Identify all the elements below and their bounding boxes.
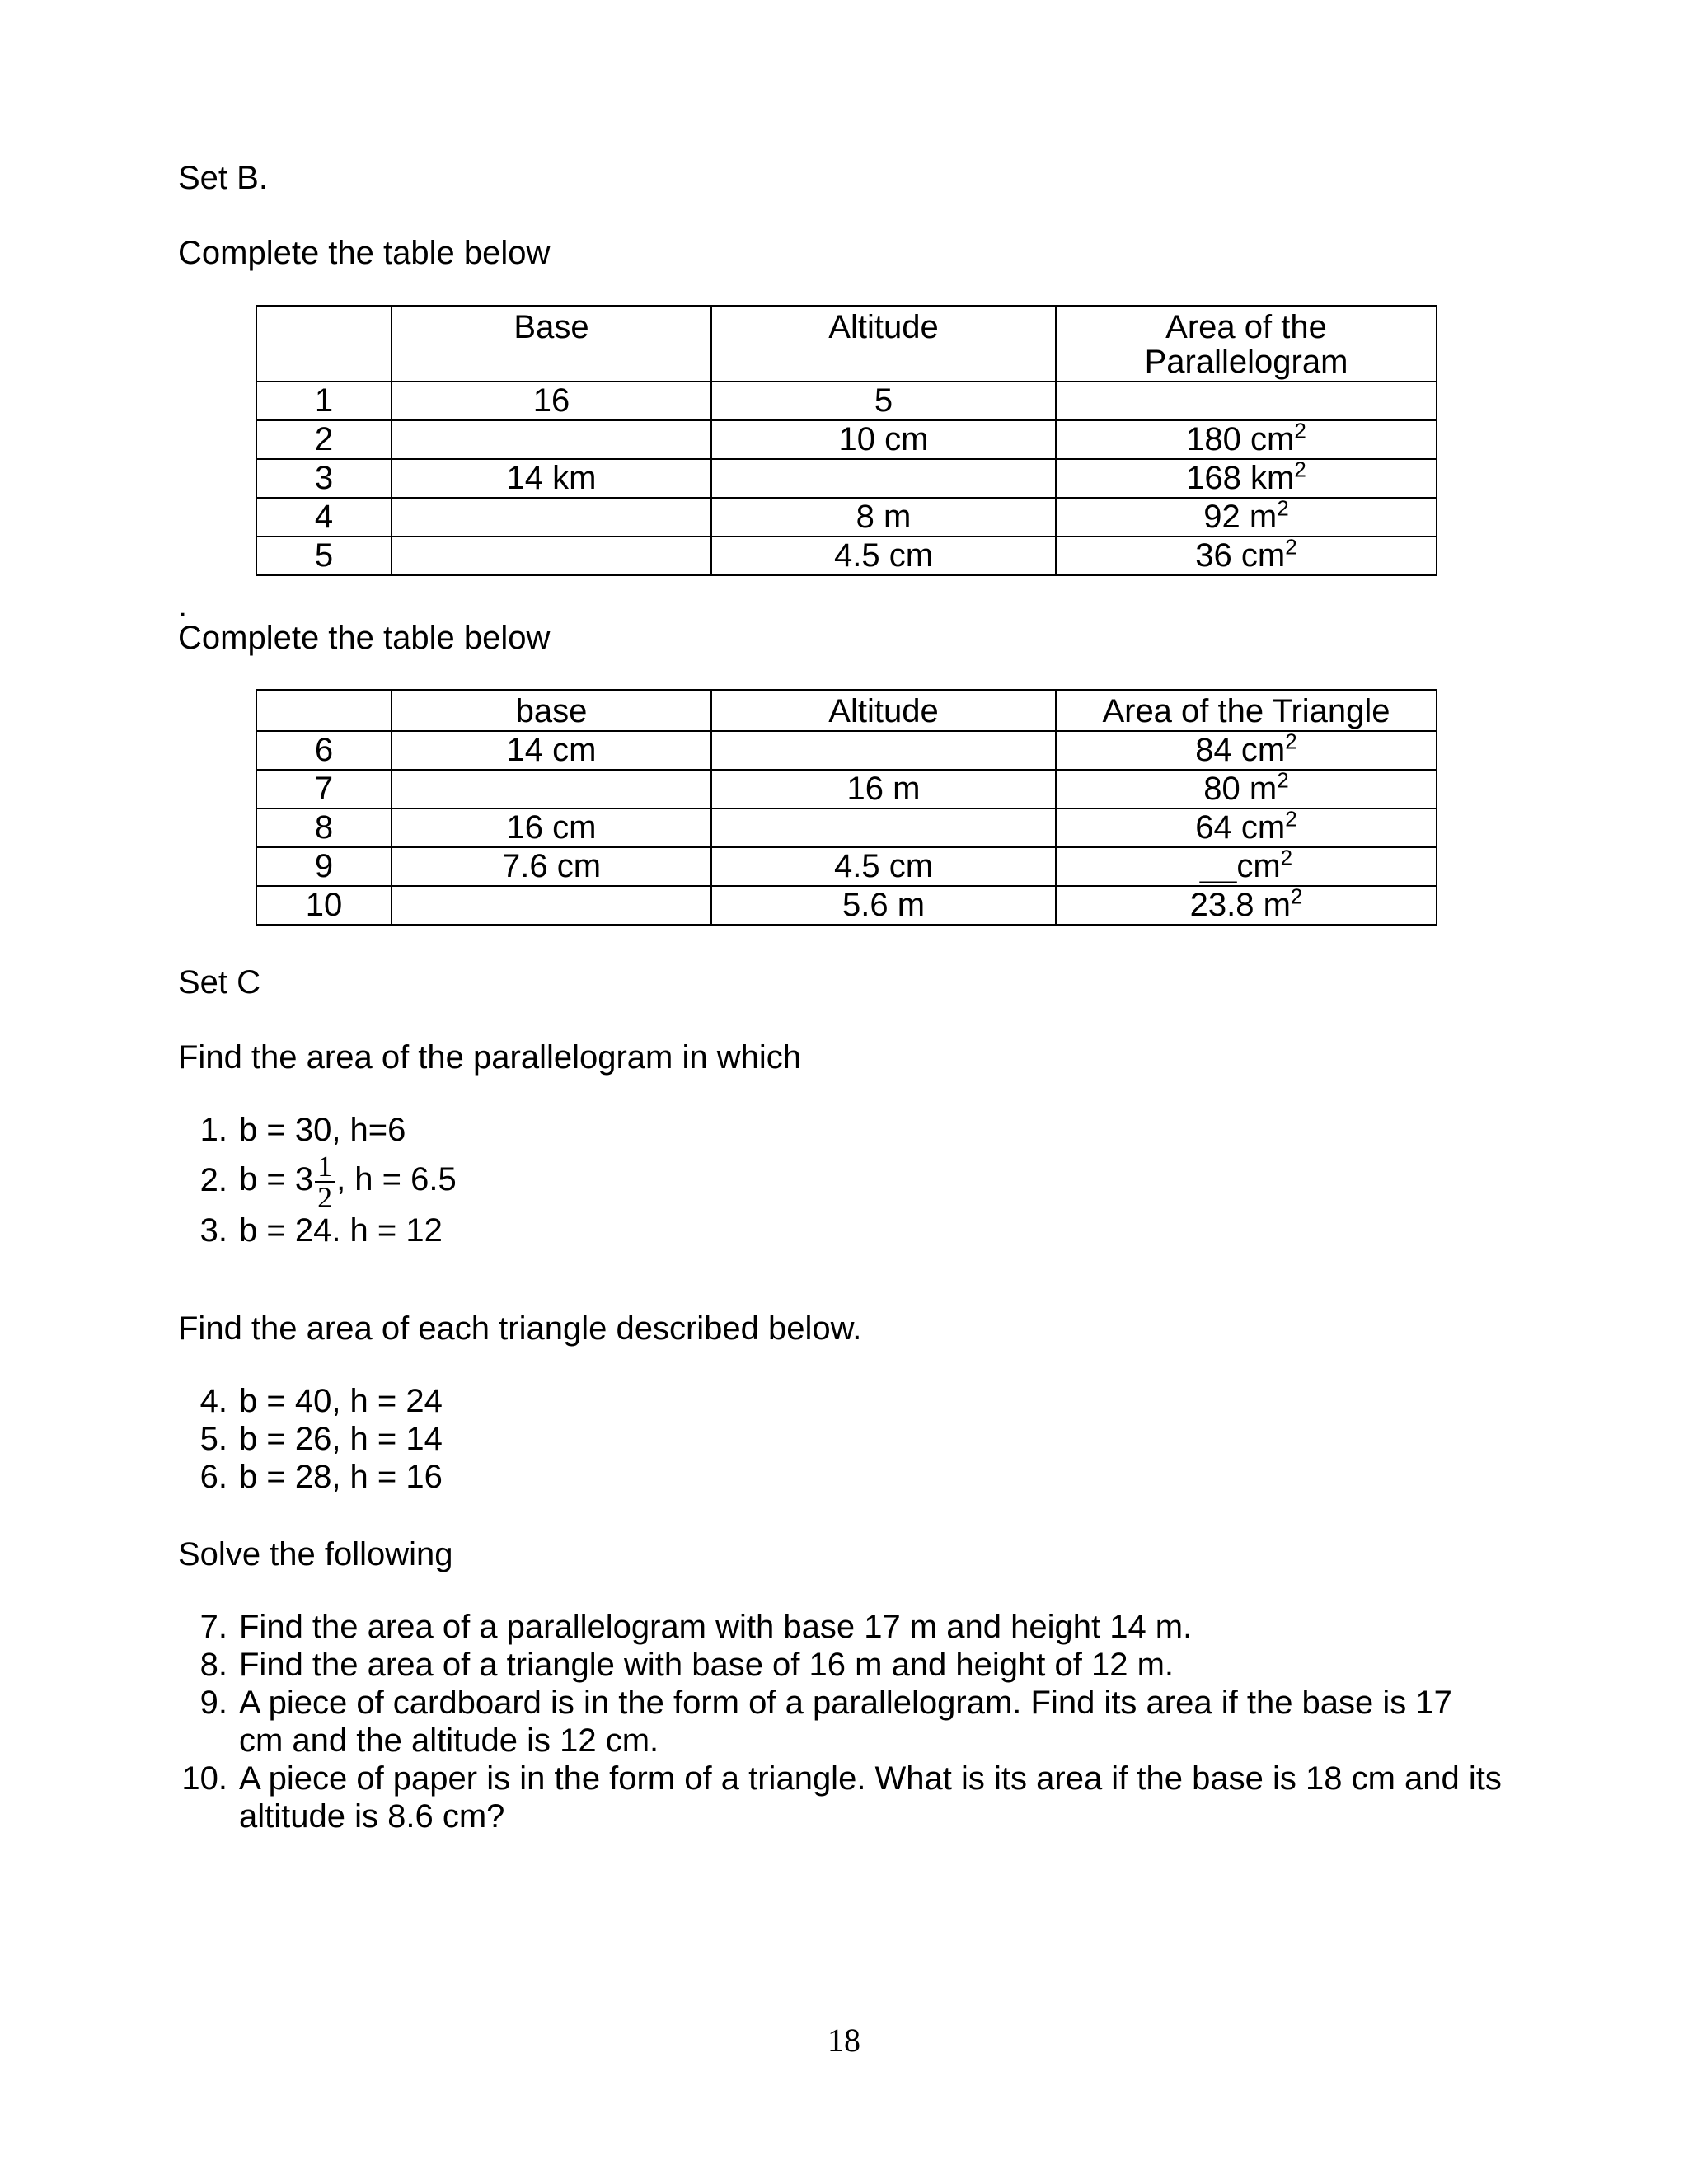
- row-altitude: 10 cm: [711, 420, 1056, 459]
- row-index: 5: [256, 537, 392, 575]
- list-item: 1. b = 30, h=6: [199, 1112, 406, 1148]
- row-altitude: 8 m: [711, 498, 1056, 537]
- table-row: [256, 886, 1437, 925]
- table-row: [256, 808, 1437, 847]
- set-c-title: Set C: [178, 964, 261, 1001]
- table-row: [256, 537, 1437, 575]
- list-item: 3. b = 24. h = 12: [199, 1212, 443, 1249]
- row-base: 7.6 cm: [392, 847, 711, 886]
- row-area: 180 $cm^2$: [1056, 420, 1437, 459]
- table-row: [256, 731, 1437, 770]
- row-altitude: 4.5 cm: [711, 847, 1056, 886]
- row-base: 16 cm: [392, 808, 711, 847]
- set-b-title: Set B.: [178, 160, 268, 196]
- header-base: Base: [392, 306, 711, 382]
- table-row: [256, 420, 1437, 459]
- header-area: [1056, 306, 1437, 382]
- row-index: 7: [256, 770, 392, 808]
- row-base: [392, 498, 711, 537]
- page-number: 18: [828, 2022, 860, 2059]
- instruction-complete-table-2: Complete the table below: [178, 620, 551, 656]
- word-problems-list: [178, 1608, 1505, 1835]
- row-area: 64 $cm^2$: [1056, 808, 1437, 847]
- row-base: 14 cm: [392, 731, 711, 770]
- row-index: 1: [256, 382, 392, 420]
- row-index: 8: [256, 808, 392, 847]
- row-area: [1056, 382, 1437, 420]
- instruction-complete-table-1: Complete the table below: [178, 235, 551, 271]
- row-area: 92 $m^2$: [1056, 498, 1437, 537]
- row-area: 84 $cm^2$: [1056, 731, 1437, 770]
- table-row: [256, 498, 1437, 537]
- row-base: 14 km: [392, 459, 711, 498]
- list-item: 6. b = 28, h = 16: [199, 1459, 443, 1495]
- parallelogram-table: [256, 305, 1437, 576]
- header-index: [256, 306, 392, 382]
- table-row: [256, 382, 1437, 420]
- header-area: Area of the Triangle: [1056, 690, 1437, 731]
- list-item: 7. Find the area of a parallelogram with base 17 m and height 14 m.: [199, 1609, 1193, 1645]
- header-altitude: Altitude: [711, 306, 1056, 382]
- instruction-solve: Solve the following: [178, 1536, 453, 1572]
- row-index: 2: [256, 420, 392, 459]
- row-altitude: 5: [711, 382, 1056, 420]
- header-area-line1: Area of the: [1165, 309, 1327, 345]
- row-index: 4: [256, 498, 392, 537]
- row-index: 3: [256, 459, 392, 498]
- instruction-parallelogram: Find the area of the parallelogram in which: [178, 1039, 801, 1076]
- row-area: $\_\_cm^2$: [1056, 847, 1437, 886]
- list-item: 9. A piece of cardboard is in the form of a parallelogram. Find its area if the base is 17 cm and the altitude is 12 cm.: [199, 1685, 1452, 1759]
- row-index: 10: [256, 886, 392, 925]
- list-item: 5. b = 26, h = 14: [199, 1421, 443, 1457]
- row-index: 9: [256, 847, 392, 886]
- row-base: [392, 770, 711, 808]
- table-row: [256, 770, 1437, 808]
- header-altitude: Altitude: [711, 690, 1056, 731]
- header-index: [256, 690, 392, 731]
- row-altitude: [711, 459, 1056, 498]
- row-altitude: [711, 808, 1056, 847]
- row-base: [392, 420, 711, 459]
- table-header-row: [256, 690, 1437, 731]
- fraction: $\frac{1}{2}$: [315, 1151, 335, 1212]
- row-area: 36 $cm^2$: [1056, 537, 1437, 575]
- header-area-line2: Parallelogram: [1144, 344, 1348, 380]
- table-row: [256, 459, 1437, 498]
- row-area: 80 $m^2$: [1056, 770, 1437, 808]
- table-header-row: [256, 306, 1437, 382]
- table-row: [256, 847, 1437, 886]
- list-item: 8. Find the area of a triangle with base of 16 m and height of 12 m.: [199, 1647, 1175, 1683]
- list-item: 4. b = 40, h = 24: [199, 1383, 443, 1419]
- row-base: [392, 886, 711, 925]
- row-base: 16: [392, 382, 711, 420]
- instruction-triangle: Find the area of each triangle described below.: [178, 1310, 862, 1347]
- row-index: 6: [256, 731, 392, 770]
- list-item: 2. b = 3 $\frac{1}{2}$ , h = 6.5: [199, 1149, 457, 1214]
- row-altitude: [711, 731, 1056, 770]
- list-item: 10. A piece of paper is in the form of a triangle. What is its area if the base is 18 cm and its altitude is 8.6 cm?: [181, 1760, 1502, 1835]
- row-altitude: 16 m: [711, 770, 1056, 808]
- row-area: 168 $km^2$: [1056, 459, 1437, 498]
- row-altitude: 4.5 cm: [711, 537, 1056, 575]
- row-area: 23.8 $m^2$: [1056, 886, 1437, 925]
- header-base: base: [392, 690, 711, 731]
- stray-dot: .: [178, 588, 188, 624]
- row-altitude: 5.6 m: [711, 886, 1056, 925]
- row-base: [392, 537, 711, 575]
- triangle-table: [256, 689, 1437, 926]
- triangle-problems-list: [178, 1382, 443, 1496]
- parallelogram-problems-list: [178, 1111, 457, 1249]
